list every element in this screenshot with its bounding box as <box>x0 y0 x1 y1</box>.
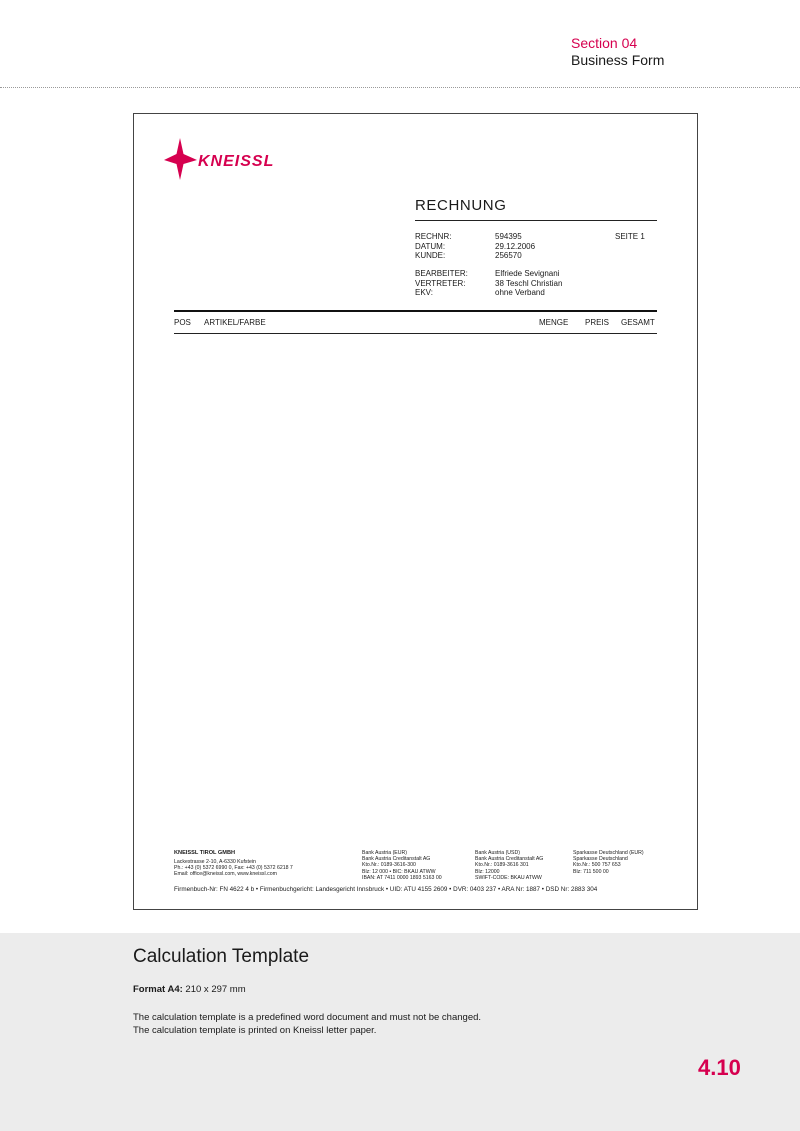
footer-company-line: Email: office@kneissl.com, www.kneissl.com <box>174 871 277 878</box>
footer-bank-de <box>573 850 644 875</box>
value-ekv: ohne Verband <box>495 288 545 297</box>
value-kunde: 256570 <box>495 251 522 260</box>
footer-company-name: KNEISSL TIROL GMBH <box>174 850 236 856</box>
value-vertreter: 38 Teschl Christian <box>495 278 563 288</box>
title-divider <box>415 220 657 221</box>
label-bearbeiter: BEARBEITER: <box>415 269 468 278</box>
panel-title: Calculation Template <box>133 946 310 967</box>
invoice-staff-labels <box>415 269 468 298</box>
table-top-rule <box>174 310 657 312</box>
label-kunde: KUNDE: <box>415 251 446 260</box>
col-header-price: PREIS <box>585 318 610 327</box>
footer-bank-line: Kto.Nr.: 500 757 653 <box>573 862 621 869</box>
info-panel <box>0 933 800 1131</box>
col-header-pos: POS <box>174 318 191 327</box>
footer-bank-line: IBAN: AT 7411 0000 1893 5163 00 <box>362 874 442 881</box>
footer-company-line: Ph.: +43 (0) 5372 6990 0, Fax: +43 (0) 5372 6218 7 <box>174 864 293 871</box>
star-icon <box>164 138 197 180</box>
footer-bank-line: SWIFT-CODE: BKAU ATWW <box>475 874 542 881</box>
invoice-title: RECHNUNG <box>415 197 507 214</box>
page-indicator: SEITE 1 <box>615 232 645 241</box>
format-label: Format A4: <box>133 984 183 995</box>
footer-bank-line: Kto.Nr.: 0189-3616 301 <box>475 862 529 869</box>
header-divider <box>0 87 800 88</box>
footer-bank-line: Bank Austria Creditanstalt AG <box>475 856 544 863</box>
col-header-qty: MENGE <box>539 318 569 327</box>
label-vertreter: VERTRETER: <box>415 278 466 288</box>
footer-registry: Firmenbuch-Nr: FN 4622 4 b • Firmenbuchgericht: Landesgericht Innsbruck • UID: ATU 4155 2609 • DVR: 0403 237 • ARA Nr: 1887 • DSD Nr: 2883 304 <box>174 886 598 893</box>
footer-bank-usd <box>475 850 543 881</box>
footer-bank-line: Bank Austria (EUR) <box>362 850 407 856</box>
footer-bank-line: Bank Austria (USD) <box>475 850 520 856</box>
invoice-sheet <box>133 113 698 910</box>
page-title: Business Form <box>571 52 665 68</box>
desc-line: The calculation template is printed on Kneissl letter paper. <box>133 1025 377 1036</box>
section-label: Section 04 <box>571 35 638 51</box>
footer-bank-line: Blz: 12000 <box>475 868 500 875</box>
label-rechnr: RECHNR: <box>415 232 452 241</box>
panel-description <box>133 1011 481 1037</box>
invoice-meta-labels <box>415 232 451 261</box>
footer-company-line: Lackestrasse 2-10, A-6330 Kufstein <box>174 858 256 865</box>
label-datum: DATUM: <box>415 241 446 251</box>
footer-bank-line: Blz: 711 500 00 <box>573 868 609 875</box>
footer-bank-line: Bank Austria Creditanstalt AG <box>362 856 431 863</box>
value-datum: 29.12.2006 <box>495 241 536 251</box>
footer-bank-line: Sparkasse Deutschland (EUR) <box>573 850 644 856</box>
kneissl-logo <box>164 134 334 184</box>
footer-bank-line: Sparkasse Deutschland <box>573 856 628 863</box>
col-header-total: GESAMT <box>621 318 655 327</box>
col-header-article: ARTIKEL/FARBE <box>204 318 266 327</box>
invoice-meta-values <box>495 232 535 261</box>
footer-company <box>174 850 293 877</box>
invoice-staff-values <box>495 269 562 298</box>
value-rechnr: 594395 <box>495 232 522 241</box>
label-ekv: EKV: <box>415 288 433 297</box>
logo-wordmark: KNEISSL <box>198 153 275 170</box>
value-bearbeiter: Elfriede Sevignani <box>495 269 560 278</box>
footer-bank-line: Kto.Nr.: 0189-3616-300 <box>362 862 416 869</box>
format-line <box>133 984 246 995</box>
page-number: 4.10 <box>698 1055 741 1080</box>
footer-bank-eur <box>362 850 442 881</box>
table-header-rule <box>174 333 657 334</box>
desc-line: The calculation template is a predefined word document and must not be changed. <box>133 1012 482 1023</box>
format-value: 210 x 297 mm <box>182 984 246 995</box>
footer-bank-line: Blz: 12 000 • BIC: BKAU ATWW <box>362 868 436 875</box>
